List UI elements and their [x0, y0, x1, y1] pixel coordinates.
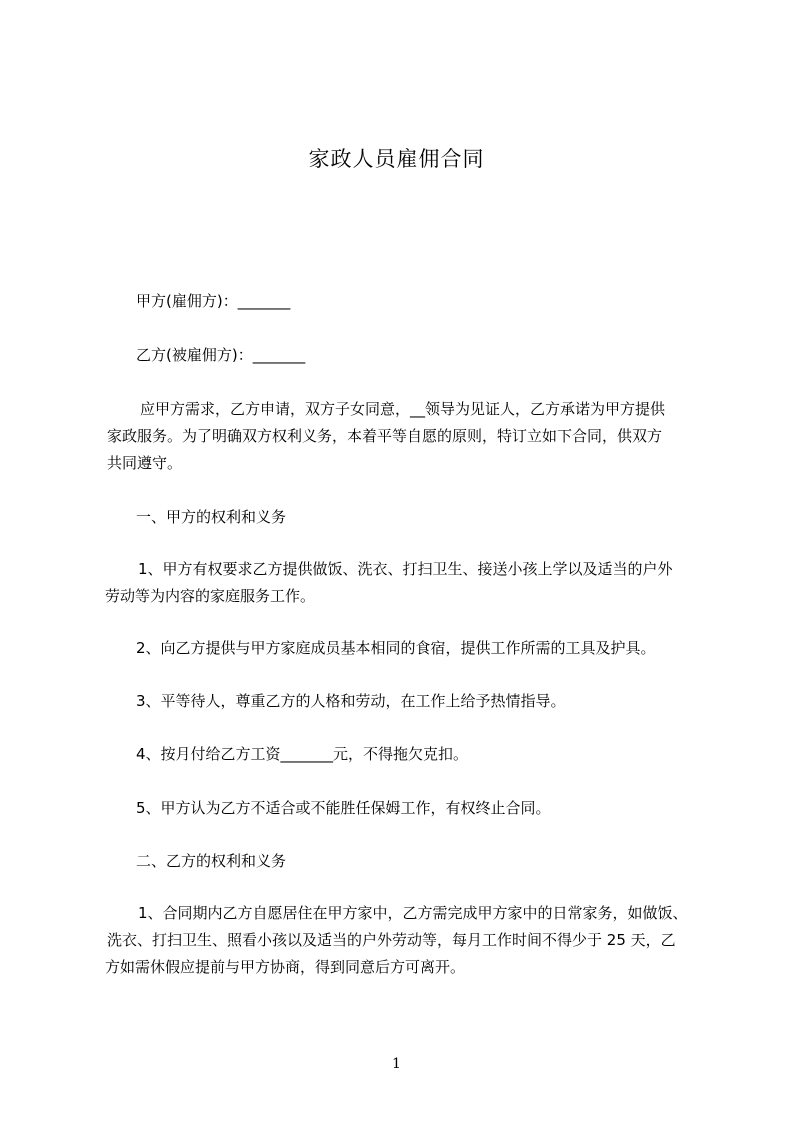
- preamble-line-3: 共同遵守。: [107, 454, 183, 472]
- party-b-line: 乙方(被雇佣方)：_______: [136, 346, 306, 364]
- section-1-item-5: 5、甲方认为乙方不适合或不能胜任保姆工作，有权终止合同。: [136, 799, 551, 817]
- party-a-line: 甲方(雇佣方)：_______: [136, 292, 291, 310]
- section-2-heading: 二、乙方的权利和义务: [136, 852, 287, 870]
- section-1-item-3: 3、平等待人，尊重乙方的人格和劳动，在工作上给予热情指导。: [136, 692, 566, 710]
- section-1-item-1-line-1: 1、甲方有权要求乙方提供做饭、洗衣、打扫卫生、接送小孩上学以及适当的户外: [138, 560, 673, 578]
- document-title: 家政人员雇佣合同: [308, 147, 485, 171]
- section-2-item-1-line-2: 洗衣、打扫卫生、照看小孩以及适当的户外劳动等，每月工作时间不得少于 25 天，乙: [107, 931, 676, 949]
- section-1-item-4: 4、按月付给乙方工资_______元，不得拖欠克扣。: [136, 745, 469, 763]
- page-number: 1: [392, 1056, 401, 1072]
- section-1-heading: 一、甲方的权利和义务: [136, 508, 287, 526]
- section-1-item-2: 2、向乙方提供与甲方家庭成员基本相同的食宿，提供工作所需的工具及护具。: [136, 639, 656, 657]
- preamble-line-2: 家政服务。为了明确双方权利义务，本着平等自愿的原则，特订立如下合同，供双方: [107, 427, 663, 445]
- section-1-item-1-line-2: 劳动等为内容的家庭服务工作。: [105, 587, 316, 605]
- section-2-item-1-line-3: 方如需休假应提前与甲方协商，得到同意后方可离开。: [105, 958, 466, 976]
- section-2-item-1-line-1: 1、合同期内乙方自愿居住在甲方家中，乙方需完成甲方家中的日常家务，如做饭、: [138, 904, 688, 922]
- preamble-line-1: 应甲方需求，乙方申请，双方子女同意，__领导为见证人，乙方承诺为甲方提供: [140, 400, 666, 418]
